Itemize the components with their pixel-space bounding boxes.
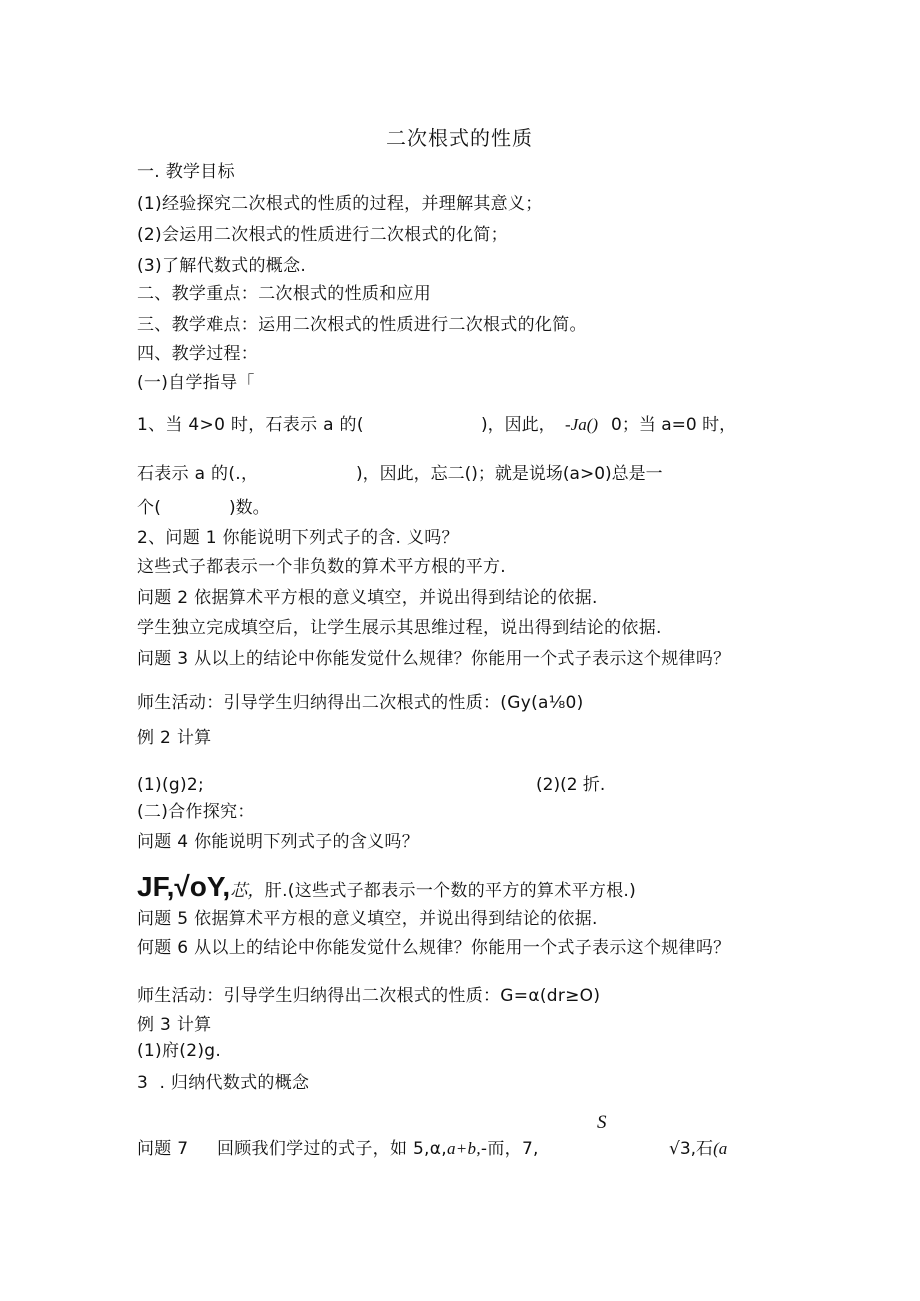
- question-4: 问题 4 你能说明下列式子的含义吗？: [137, 832, 420, 852]
- question-1-part-d: 0；当 a=0 时，: [611, 415, 737, 435]
- question-7-roots: [669, 1138, 727, 1160]
- question-7-tail: (a: [713, 1139, 728, 1158]
- formula-large: JF,√oY,: [137, 871, 231, 902]
- paragraph-4: 问题 3 从以上的结论中你能发觉什么规律？你能用一个式子表示这个规律吗？: [137, 649, 731, 669]
- section-objectives: 一. 教学目标: [137, 162, 235, 182]
- formula-line: [137, 870, 636, 908]
- example-2-item-1: (1)(g)2;: [137, 775, 205, 795]
- paragraph-3: 学生独立完成填空后，让学生展示其思维过程，说出得到结论的依据.: [137, 618, 662, 638]
- objective-1: (1)经验探究二次根式的性质的过程，并理解其意义；: [137, 194, 543, 214]
- section-process: 四、教学过程：: [137, 344, 259, 364]
- formula-description: 肝.(这些式子都表示一个数的平方的算术平方根.): [264, 881, 637, 901]
- section-key-points: 二、教学重点：二次根式的性质和应用: [137, 284, 432, 304]
- page-title: 二次根式的性质: [386, 126, 533, 150]
- question-7-text: 问题 7 回顾我们学过的式子，如 5,α,: [137, 1139, 447, 1159]
- question-1-line-3: 个(: [137, 498, 162, 518]
- question-1-line-2-rest: )，因此，忘二()；就是说场(a>0)总是一: [356, 464, 663, 484]
- paragraph-2: 问题 2 依据算术平方根的意义填空，并说出得到结论的依据.: [137, 588, 598, 608]
- paragraph-6: 师生活动：引导学生归纳得出二次根式的性质：G=α(dr≥O): [137, 986, 601, 1006]
- question-1-formula: -Ja(): [565, 415, 599, 434]
- question-6: 何题 6 从以上的结论中你能发觉什么规律？你能用一个式子表示这个规律吗？: [137, 938, 731, 958]
- margin-mark: S: [597, 1112, 607, 1133]
- example-3-items: (1)府(2)g.: [137, 1041, 222, 1061]
- section-3-heading: 3 . 归纳代数式的概念: [137, 1073, 310, 1093]
- subsection-cooperative: (二)合作探究：: [137, 802, 255, 822]
- formula-italic: 芯，: [230, 881, 265, 900]
- subsection-self-study: (一)自学指导「: [137, 373, 255, 393]
- question-5: 问题 5 依据算术平方根的意义填空，并说出得到结论的依据.: [137, 909, 598, 929]
- question-7: [137, 1138, 539, 1160]
- question-2: 2、问题 1 你能说明下列式子的含. 义吗？: [137, 528, 459, 548]
- question-7-root-expr: √3,石: [669, 1139, 714, 1159]
- question-7-expr: a+b,: [446, 1139, 481, 1158]
- question-1-part-a: 1、当 4>0 时，石表示 a 的(: [137, 415, 364, 435]
- question-1-part-b: )，因此，: [481, 415, 556, 435]
- objective-3: (3)了解代数式的概念.: [137, 256, 307, 276]
- example-2-heading: 例 2 计算: [137, 728, 212, 748]
- section-difficulties: 三、教学难点：运用二次根式的性质进行二次根式的化简。: [137, 315, 587, 335]
- question-1-line-3-rest: )数。: [229, 498, 270, 518]
- example-2-item-2: (2)(2 折.: [536, 775, 606, 795]
- question-7-text-2: -而，7,: [480, 1139, 539, 1159]
- objective-2: (2)会运用二次根式的性质进行二次根式的化简；: [137, 225, 508, 245]
- question-1-line-2: 石表示 a 的(.，: [137, 464, 259, 484]
- paragraph-5: 师生活动：引导学生归纳得出二次根式的性质：(Gy(a⅛0): [137, 693, 584, 713]
- paragraph-1: 这些式子都表示一个非负数的算术平方根的平方.: [137, 557, 507, 577]
- example-3-heading: 例 3 计算: [137, 1015, 212, 1035]
